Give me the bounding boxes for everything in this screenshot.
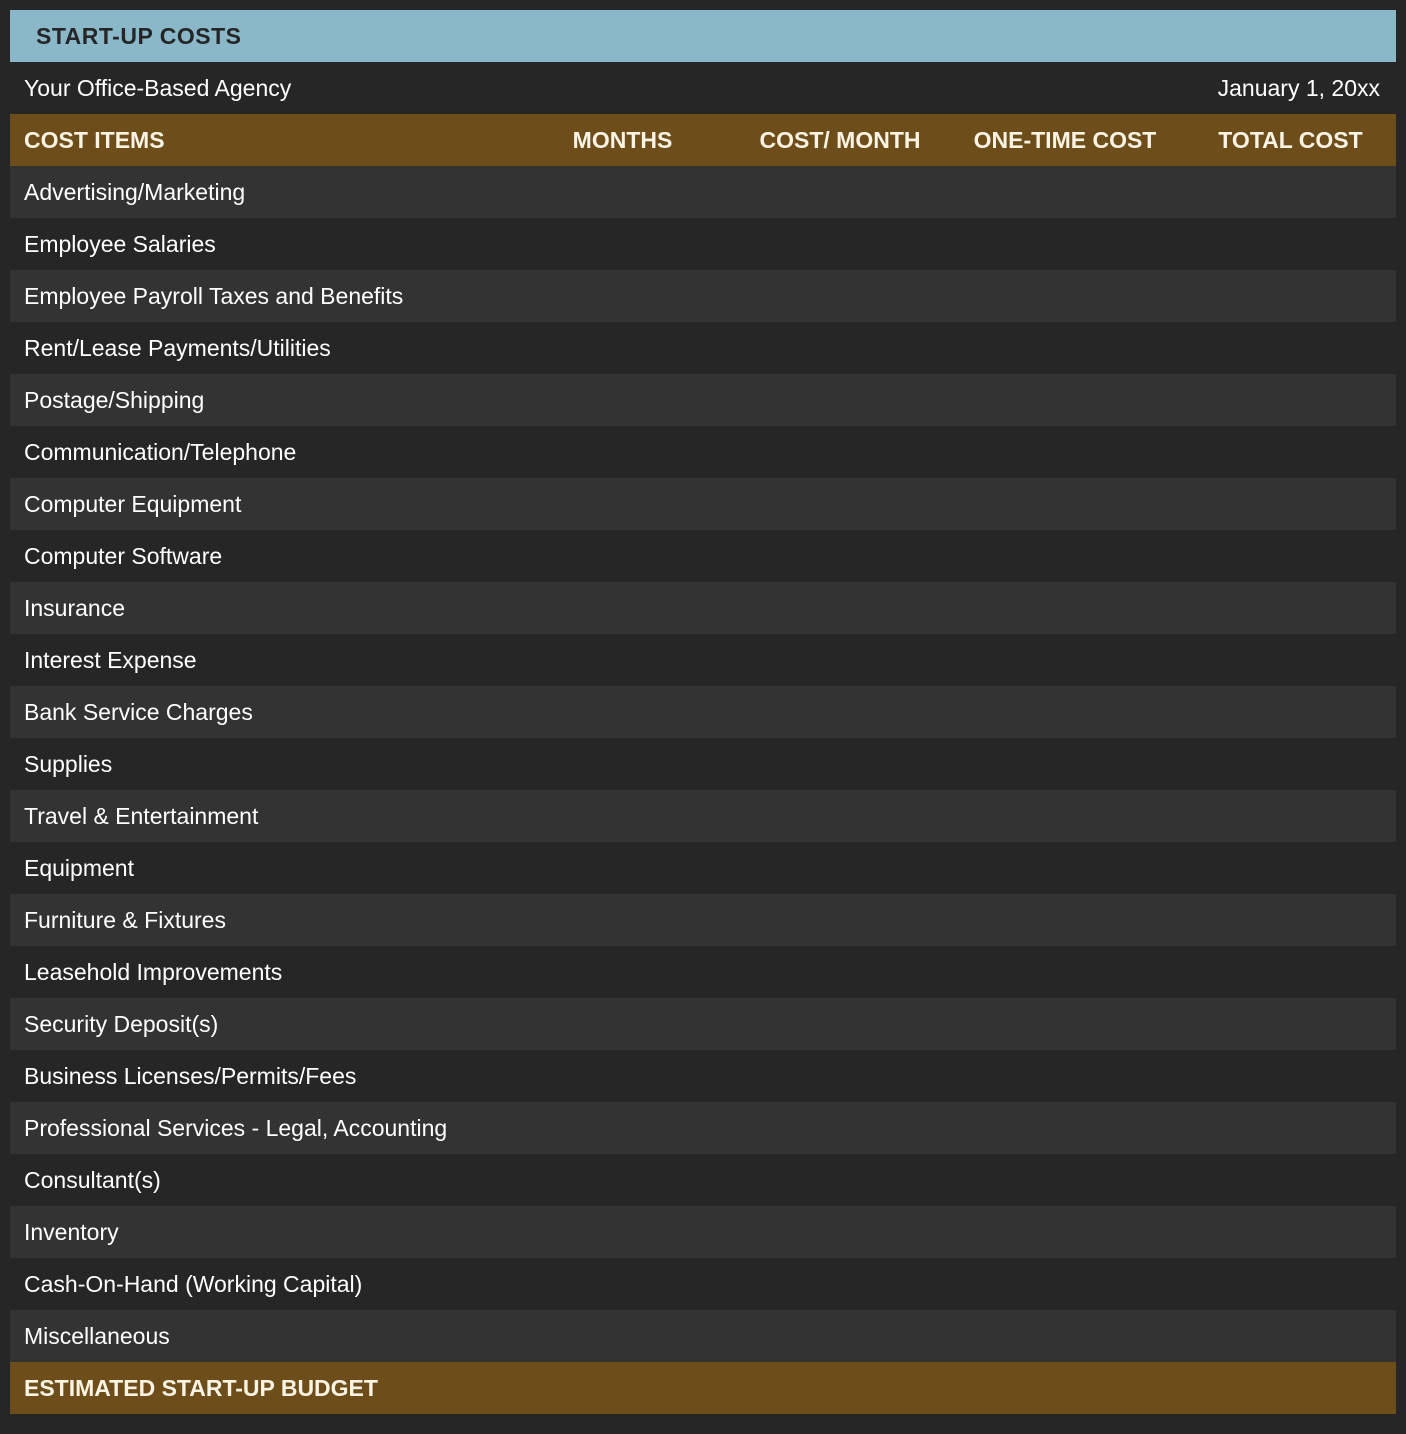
cost-item-label: Computer Equipment xyxy=(24,490,242,517)
table-row xyxy=(10,1258,1396,1310)
table-row xyxy=(10,1102,1396,1154)
cost-items-table-body xyxy=(10,166,1396,1362)
table-row xyxy=(10,166,1396,218)
table-row xyxy=(10,582,1396,634)
table-row xyxy=(10,530,1396,582)
info-bar xyxy=(10,62,1396,114)
cost-item-label: Supplies xyxy=(24,750,113,777)
table-row xyxy=(10,946,1396,998)
cost-item-label: Business Licenses/Permits/Fees xyxy=(24,1062,357,1089)
table-row xyxy=(10,478,1396,530)
column-header-total-cost: TOTAL COST xyxy=(1218,126,1363,153)
table-row xyxy=(10,322,1396,374)
table-row xyxy=(10,218,1396,270)
cost-item-label: Security Deposit(s) xyxy=(24,1010,219,1037)
sheet-title: START-UP COSTS xyxy=(36,22,242,49)
table-row xyxy=(10,426,1396,478)
company-name[interactable]: Your Office-Based Agency xyxy=(24,74,292,101)
table-row xyxy=(10,1154,1396,1206)
column-header-cost-month: COST/ MONTH xyxy=(759,126,921,153)
cost-item-label: Cash-On-Hand (Working Capital) xyxy=(24,1270,363,1297)
table-row xyxy=(10,790,1396,842)
column-header-months: MONTHS xyxy=(572,126,673,153)
cost-item-label: Miscellaneous xyxy=(24,1322,170,1349)
table-row xyxy=(10,894,1396,946)
cost-item-label: Employee Payroll Taxes and Benefits xyxy=(24,282,404,309)
cost-item-label: Communication/Telephone xyxy=(24,438,297,465)
table-row xyxy=(10,634,1396,686)
total-row-label: ESTIMATED START-UP BUDGET xyxy=(24,1374,378,1401)
table-row xyxy=(10,374,1396,426)
cost-item-label: Travel & Entertainment xyxy=(24,802,259,829)
table-row xyxy=(10,686,1396,738)
cost-item-label: Employee Salaries xyxy=(24,230,216,257)
cost-item-label: Rent/Lease Payments/Utilities xyxy=(24,334,331,361)
cost-item-label: Consultant(s) xyxy=(24,1166,161,1193)
cost-item-label: Bank Service Charges xyxy=(24,698,253,725)
table-row xyxy=(10,738,1396,790)
cost-item-label: Leasehold Improvements xyxy=(24,958,283,985)
column-header-cost-items: COST ITEMS xyxy=(24,126,165,153)
table-row xyxy=(10,1310,1396,1362)
cost-item-label: Advertising/Marketing xyxy=(24,178,246,205)
sheet-date[interactable]: January 1, 20xx xyxy=(1217,74,1380,101)
cost-item-label: Computer Software xyxy=(24,542,223,569)
table-row xyxy=(10,842,1396,894)
cost-item-label: Inventory xyxy=(24,1218,119,1245)
table-header xyxy=(10,114,1396,166)
title-bar xyxy=(10,10,1396,62)
cost-item-label: Equipment xyxy=(24,854,134,881)
startup-costs-sheet xyxy=(10,10,1396,1414)
column-header-one-time-cost: ONE-TIME COST xyxy=(973,126,1157,153)
table-row xyxy=(10,270,1396,322)
cost-item-label: Furniture & Fixtures xyxy=(24,906,226,933)
cost-item-label: Interest Expense xyxy=(24,646,197,673)
table-row xyxy=(10,1050,1396,1102)
table-row xyxy=(10,998,1396,1050)
cost-item-label: Professional Services - Legal, Accounting xyxy=(24,1114,448,1141)
table-row xyxy=(10,1206,1396,1258)
cost-item-label: Insurance xyxy=(24,594,126,621)
total-row xyxy=(10,1362,1396,1414)
cost-item-label: Postage/Shipping xyxy=(24,386,205,413)
